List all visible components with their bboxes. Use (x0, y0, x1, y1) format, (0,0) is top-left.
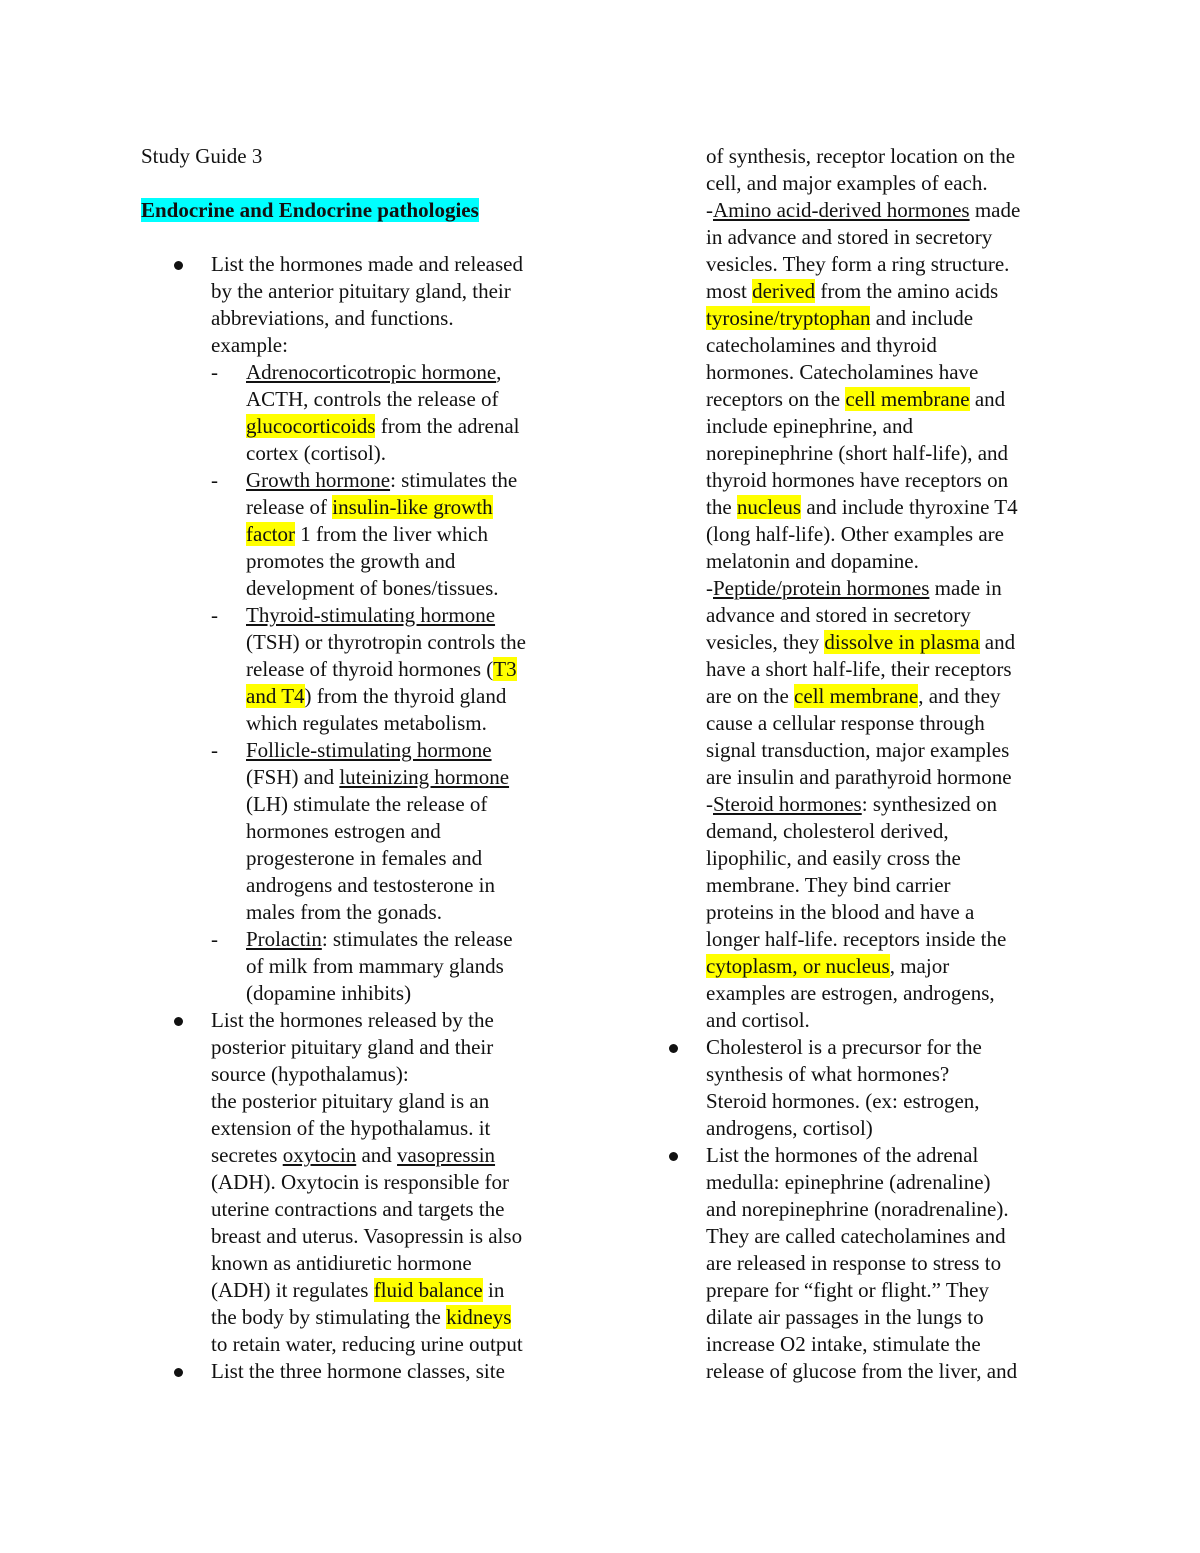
section-heading (141, 197, 581, 224)
text-line: synthesis of what hormones? (706, 1062, 950, 1086)
text-line: are on the (706, 684, 795, 708)
text-line (211, 1142, 581, 1169)
text-line (141, 224, 581, 251)
text-line: lipophilic, and easily cross the (706, 846, 961, 870)
text-line: , and they (918, 684, 1001, 708)
text-line: (TSH) or thyrotropin controls the (246, 630, 526, 654)
text-line (246, 359, 581, 386)
text-line: - (706, 792, 713, 816)
text-line: , major (889, 954, 950, 978)
text-line: which regulates metabolism. (246, 711, 487, 735)
text-line: in advance and stored in secretory (706, 225, 993, 249)
text-line (706, 197, 1086, 224)
text-line: are released in response to stress to (706, 1251, 1002, 1275)
steroid-paragraph (706, 791, 1086, 1034)
text-line (246, 656, 581, 683)
text-line: cytoplasm, or nucleus (706, 954, 890, 978)
text-line: and T4 (246, 684, 305, 708)
text-line: T3 (493, 657, 517, 681)
bullet-item-posterior-pituitary (141, 1007, 581, 1358)
bullet-item-cholesterol (706, 1034, 1086, 1142)
text-line (706, 683, 1086, 710)
text-line: and include thyroxine T4 (801, 495, 1018, 519)
text-line: uterine contractions and targets the (211, 1197, 505, 1221)
text-line: the (706, 495, 737, 519)
text-line: vesicles. They form a ring structure. (706, 252, 1010, 276)
text-line: Cholesterol is a precursor for the (706, 1035, 982, 1059)
text-line: release of thyroid hormones ( (246, 657, 494, 681)
text-line: release of (246, 495, 333, 519)
bullet-item-anterior-pituitary (141, 251, 581, 1007)
text-line: and norepinephrine (noradrenaline). (706, 1197, 1009, 1221)
text-line: made (969, 198, 1021, 222)
text-line: and include (870, 306, 974, 330)
text-line (246, 683, 581, 710)
text-line: Steroid hormones (713, 792, 862, 816)
text-line: and (356, 1143, 398, 1167)
text-line (246, 602, 581, 629)
text-line: progesterone in females and (246, 846, 483, 870)
text-line: membrane. They bind carrier (706, 873, 951, 897)
text-line: the posterior pituitary gland is an (211, 1089, 490, 1113)
text-line: prepare for “fight or flight.” They (706, 1278, 989, 1302)
text-line: thyroid hormones have receptors on (706, 468, 1009, 492)
text-line (246, 737, 581, 764)
text-line: List the hormones of the adrenal (706, 1143, 979, 1167)
text-line: demand, cholesterol derived, (706, 819, 949, 843)
text-line: nucleus (736, 495, 802, 519)
text-line: secretes (211, 1143, 283, 1167)
text-line: Adrenocorticotropic hormone (246, 360, 497, 384)
text-line: the body by stimulating the (211, 1305, 447, 1329)
text-line: Prolactin (246, 927, 322, 951)
text-line: known as antidiuretic hormone (211, 1251, 472, 1275)
text-line: (ADH) it regulates (211, 1278, 374, 1302)
text-line: Follicle-stimulating hormone (246, 738, 492, 762)
text-line: dissolve in plasma (824, 630, 980, 654)
peptide-paragraph (706, 575, 1086, 791)
text-line: cause a cellular response through (706, 711, 985, 735)
text-line: and (979, 630, 1016, 654)
text-line: ACTH, controls the release of (246, 387, 499, 411)
text-line: : stimulates the (390, 468, 518, 492)
text-line: to retain water, reducing urine output (211, 1332, 523, 1356)
dash-item-acth (211, 359, 581, 467)
text-line: glucocorticoids (246, 414, 376, 438)
text-line: have a short half-life, their receptors (706, 657, 1012, 681)
text-line: androgens, cortisol) (706, 1116, 873, 1140)
text-line: List the hormones made and released (211, 252, 523, 276)
dash-item-prolactin (211, 926, 581, 1007)
text-line: oxytocin (282, 1143, 357, 1167)
text-line: - (706, 576, 713, 600)
text-line: release of glucose from the liver, and (706, 1359, 1018, 1383)
text-line (706, 494, 1086, 521)
bullet-icon (669, 1044, 678, 1053)
text-line: examples are estrogen, androgens, (706, 981, 995, 1005)
text-line: males from the gonads. (246, 900, 442, 924)
text-line (211, 1277, 581, 1304)
text-line: proteins in the blood and have a (706, 900, 975, 924)
bullet-icon (174, 1368, 183, 1377)
text-line: luteinizing hormone (339, 765, 510, 789)
text-line: : synthesized on (861, 792, 998, 816)
text-line: : stimulates the release (321, 927, 513, 951)
dash-item-fsh-lh (211, 737, 581, 926)
text-line: Thyroid-stimulating hormone (246, 603, 496, 627)
text-line: medulla: epinephrine (adrenaline) (706, 1170, 991, 1194)
text-line: by the anterior pituitary gland, their (211, 279, 511, 303)
text-line: Amino acid-derived hormones (713, 198, 970, 222)
text-line: advance and stored in secretory (706, 603, 971, 627)
text-line: increase O2 intake, stimulate the (706, 1332, 981, 1356)
text-line: in (482, 1278, 505, 1302)
text-line (706, 575, 1086, 602)
text-line: Peptide/protein hormones (713, 576, 930, 600)
text-line: breast and uterus. Vasopressin is also (211, 1224, 523, 1248)
text-line: derived (752, 279, 816, 303)
dash-item-tsh (211, 602, 581, 737)
text-line (706, 305, 1086, 332)
text-line: hormones estrogen and (246, 819, 441, 843)
page-title: Study Guide 3 (141, 144, 263, 168)
text-line: made in (929, 576, 1002, 600)
dash-icon: - (211, 738, 218, 762)
text-line: List the hormones released by the (211, 1008, 494, 1032)
text-line: cell, and major examples of each. (706, 171, 988, 195)
amino-acid-paragraph (706, 197, 1086, 575)
right-column (706, 143, 1086, 1385)
text-line (706, 278, 1086, 305)
text-line: androgens and testosterone in (246, 873, 496, 897)
text-line: hormones. Catecholamines have (706, 360, 979, 384)
text-line: kidneys (446, 1305, 512, 1329)
text-line: from the amino acids (815, 279, 999, 303)
text-line: catecholamines and thyroid (706, 333, 937, 357)
text-line: Growth hormone (246, 468, 391, 492)
text-line (246, 521, 581, 548)
text-line (706, 629, 1086, 656)
dash-icon: - (211, 360, 218, 384)
bullet-item-hormone-classes (141, 1358, 581, 1385)
text-line: (dopamine inhibits) (246, 981, 412, 1005)
text-line (246, 467, 581, 494)
text-line: Steroid hormones. (ex: estrogen, (706, 1089, 980, 1113)
dash-icon: - (211, 603, 218, 627)
text-line: longer half-life. receptors inside the (706, 927, 1007, 951)
text-line: insulin-like growth (332, 495, 493, 519)
text-line (246, 413, 581, 440)
text-line: signal transduction, major examples (706, 738, 1010, 762)
text-line: (long half-life). Other examples are (706, 522, 1004, 546)
section-heading-text: Endocrine and Endocrine pathologies (141, 198, 479, 222)
text-line: of milk from mammary glands (246, 954, 504, 978)
text-line: receptors on the (706, 387, 846, 411)
text-line: fluid balance (373, 1278, 483, 1302)
text-line: of synthesis, receptor location on the (706, 144, 1016, 168)
text-line: posterior pituitary gland and their (211, 1035, 494, 1059)
text-line: (LH) stimulate the release of (246, 792, 488, 816)
bullet-icon (669, 1152, 678, 1161)
text-line: cell membrane (794, 684, 919, 708)
text-line: most (706, 279, 753, 303)
text-line: source (hypothalamus): (211, 1062, 409, 1086)
bullet-icon (174, 1017, 183, 1026)
text-line: cell membrane (845, 387, 970, 411)
text-line: factor (246, 522, 295, 546)
left-column (141, 143, 581, 1385)
text-line (246, 764, 581, 791)
text-line: tyrosine/tryptophan (706, 306, 871, 330)
text-line (246, 494, 581, 521)
text-line: melatonin and dopamine. (706, 549, 919, 573)
text-line: - (706, 198, 713, 222)
text-line: and cortisol. (706, 1008, 810, 1032)
text-line: vasopressin (397, 1143, 496, 1167)
text-line (706, 791, 1086, 818)
text-line (246, 926, 581, 953)
text-line: vesicles, they (706, 630, 825, 654)
continued-paragraph (706, 143, 1086, 197)
text-line: and (969, 387, 1006, 411)
text-line: example: (211, 333, 288, 357)
text-line: are insulin and parathyroid hormone (706, 765, 1012, 789)
text-line (706, 386, 1086, 413)
text-line: ) from the thyroid gland (304, 684, 507, 708)
text-line: from the adrenal (375, 414, 520, 438)
text-line: norepinephrine (short half-life), and (706, 441, 1009, 465)
text-line: List the three hormone classes, site (211, 1359, 505, 1383)
text-line: , (496, 360, 502, 384)
text-line: promotes the growth and (246, 549, 456, 573)
text-line: extension of the hypothalamus. it (211, 1116, 491, 1140)
text-line: They are called catecholamines and (706, 1224, 1006, 1248)
dash-icon: - (211, 927, 218, 951)
text-line: abbreviations, and functions. (211, 306, 454, 330)
text-line: dilate air passages in the lungs to (706, 1305, 984, 1329)
text-line: 1 from the liver which (294, 522, 488, 546)
bullet-item-adrenal-medulla (706, 1142, 1086, 1385)
text-line (211, 1304, 581, 1331)
text-line: include epinephrine, and (706, 414, 914, 438)
text-line: (FSH) and (246, 765, 340, 789)
text-line: development of bones/tissues. (246, 576, 499, 600)
text-line: (ADH). Oxytocin is responsible for (211, 1170, 510, 1194)
dash-item-growth-hormone (211, 467, 581, 602)
dash-icon: - (211, 468, 218, 492)
bullet-icon (174, 261, 183, 270)
text-line: cortex (cortisol). (246, 441, 386, 465)
text-line (706, 953, 1086, 980)
